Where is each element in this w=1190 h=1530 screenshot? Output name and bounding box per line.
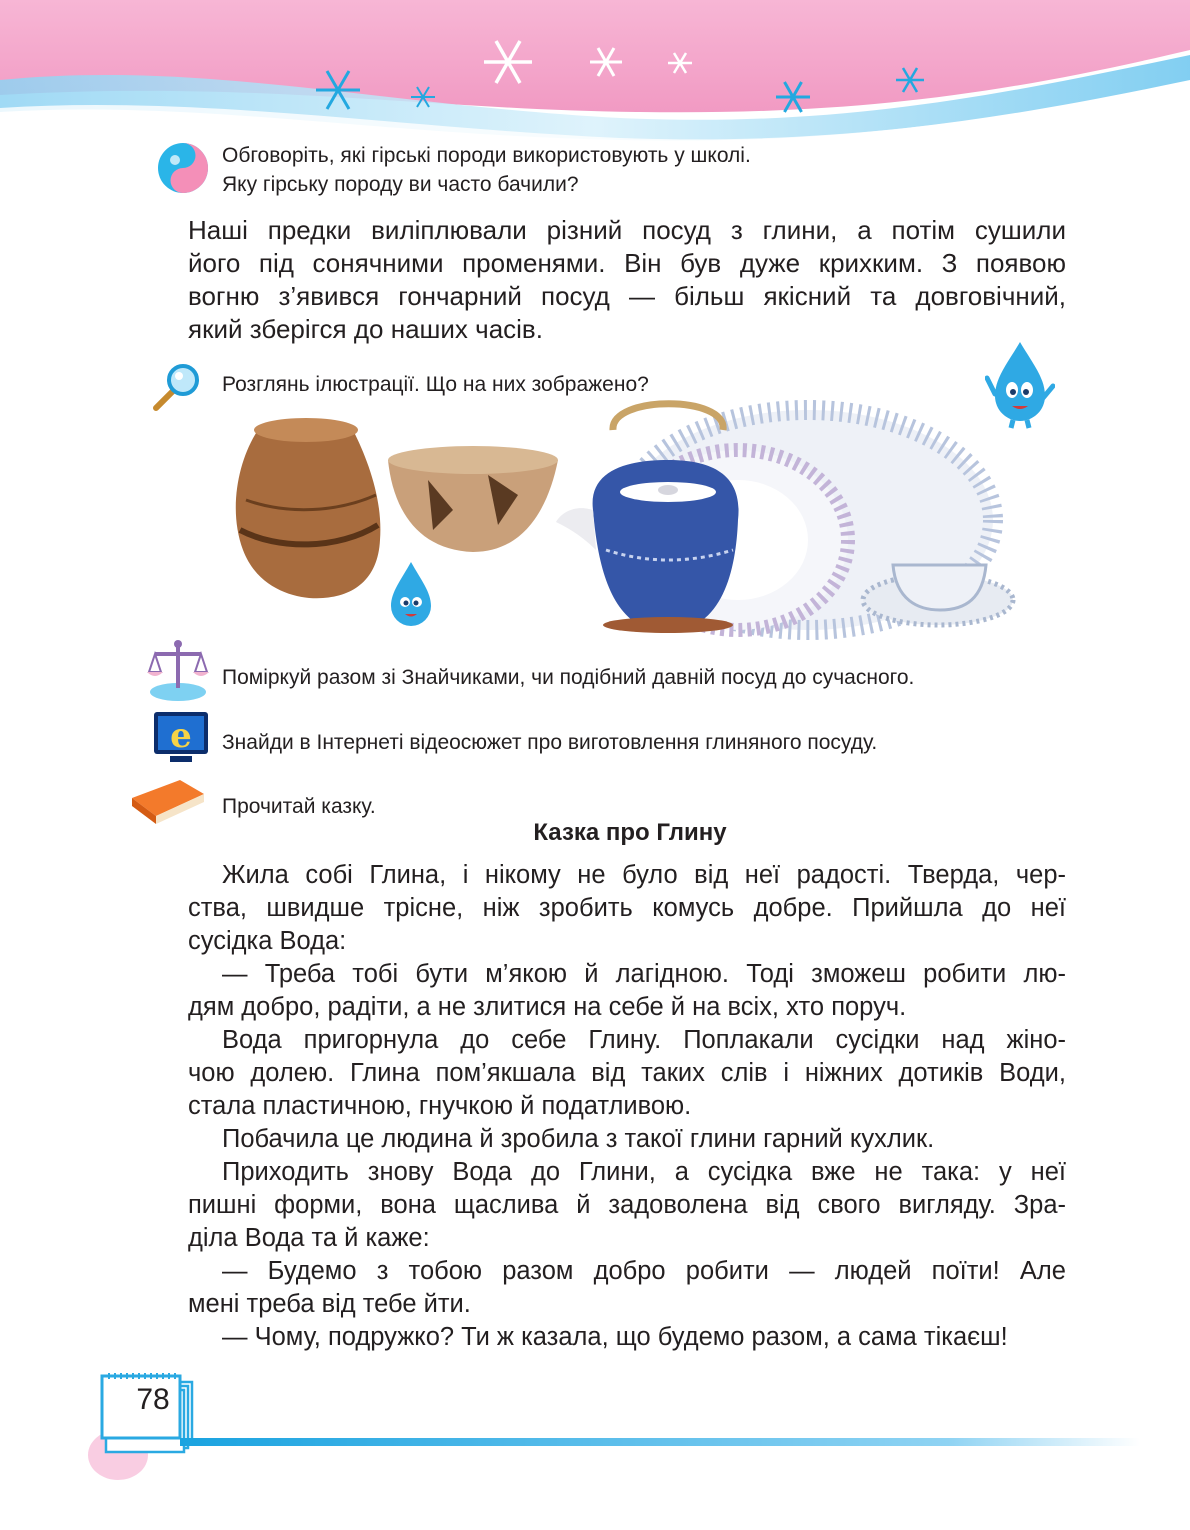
story-line: Побачила це людина й зробила з такої глини гарний кухлик. bbox=[222, 1125, 935, 1153]
intro-line: Наші предки виліплювали різний посуд з глини, а потім сушили bbox=[188, 215, 1066, 245]
story-line: діла Вода та й каже: bbox=[188, 1224, 430, 1252]
intro-line: його під сонячними променями. Він був дуже крихким. З появою bbox=[188, 248, 1066, 278]
magnifier-icon bbox=[148, 362, 204, 414]
story-title: Казка про Глину bbox=[533, 819, 727, 846]
ancient-bowl bbox=[388, 446, 558, 552]
story-line: ства, швидше трісне, ніж зробить комусь добре. Прийшла до неї bbox=[188, 894, 1066, 922]
story-line: сусідка Вода: bbox=[188, 927, 347, 955]
water-drop-mascot-small bbox=[391, 562, 431, 626]
task-discuss-line-1: Обговоріть, які гірські породи використовують у школі. bbox=[222, 144, 751, 167]
task-internet: Знайди в Інтернеті відеосюжет про виготовлення глиняного посуду. bbox=[222, 731, 878, 754]
page-number: 78 bbox=[136, 1383, 170, 1416]
task-discuss-line-2: Яку гірську породу ви часто бачили? bbox=[222, 173, 579, 196]
story-line: — Будемо з тобою разом добро робити — людей поїти! Але bbox=[222, 1257, 1066, 1285]
story-line: Жила собі Глина, і нікому не було від неї радості. Тверда, чер- bbox=[222, 861, 1066, 889]
header-decoration bbox=[0, 0, 1190, 150]
pottery-illustration bbox=[218, 400, 1018, 648]
story-line: — Чому, подружко? Ти ж казала, що будемо разом, а сама тікаєш! bbox=[222, 1323, 1008, 1351]
story-line: стала пластичною, гнучкою й податливою. bbox=[188, 1092, 692, 1120]
calendar-icon bbox=[88, 1360, 208, 1480]
footer-line bbox=[180, 1438, 1140, 1446]
intro-line: вогню з’явився гончарний посуд — більш якісний та довговічний, bbox=[188, 281, 1066, 311]
task-think: Поміркуй разом зі Знайчиками, чи подібний давній посуд до сучасного. bbox=[222, 666, 915, 689]
story-line: мені треба від тебе йти. bbox=[188, 1290, 471, 1318]
ancient-pot bbox=[236, 418, 381, 598]
story-line: чою долею. Глина пом’якшала від таких слів і ніжних дотиків Води, bbox=[188, 1059, 1066, 1087]
internet-icon bbox=[152, 710, 210, 766]
story-line: Приходить знову Вода до Глини, а сусідка вже не така: у неї bbox=[222, 1158, 1066, 1186]
scales-icon bbox=[145, 636, 211, 702]
task-look: Розглянь ілюстрації. Що на них зображено? bbox=[222, 373, 649, 396]
task-read: Прочитай казку. bbox=[222, 795, 376, 818]
story-line: Вода пригорнула до себе Глину. Поплакали сусідки над жіно- bbox=[222, 1026, 1066, 1054]
story-line: дям добро, радіти, а не злитися на себе й на всіх, хто поруч. bbox=[188, 993, 907, 1021]
story-line: пишні форми, вона щаслива й задоволена від свого вигляду. Зра- bbox=[188, 1191, 1066, 1219]
svg-text:e: e bbox=[170, 716, 192, 756]
story-line: — Треба тобі бути м’якою й лагідною. Тоді зможеш робити лю- bbox=[222, 960, 1066, 988]
intro-line: який зберігся до наших часів. bbox=[188, 314, 543, 344]
discussion-icon bbox=[155, 140, 211, 196]
